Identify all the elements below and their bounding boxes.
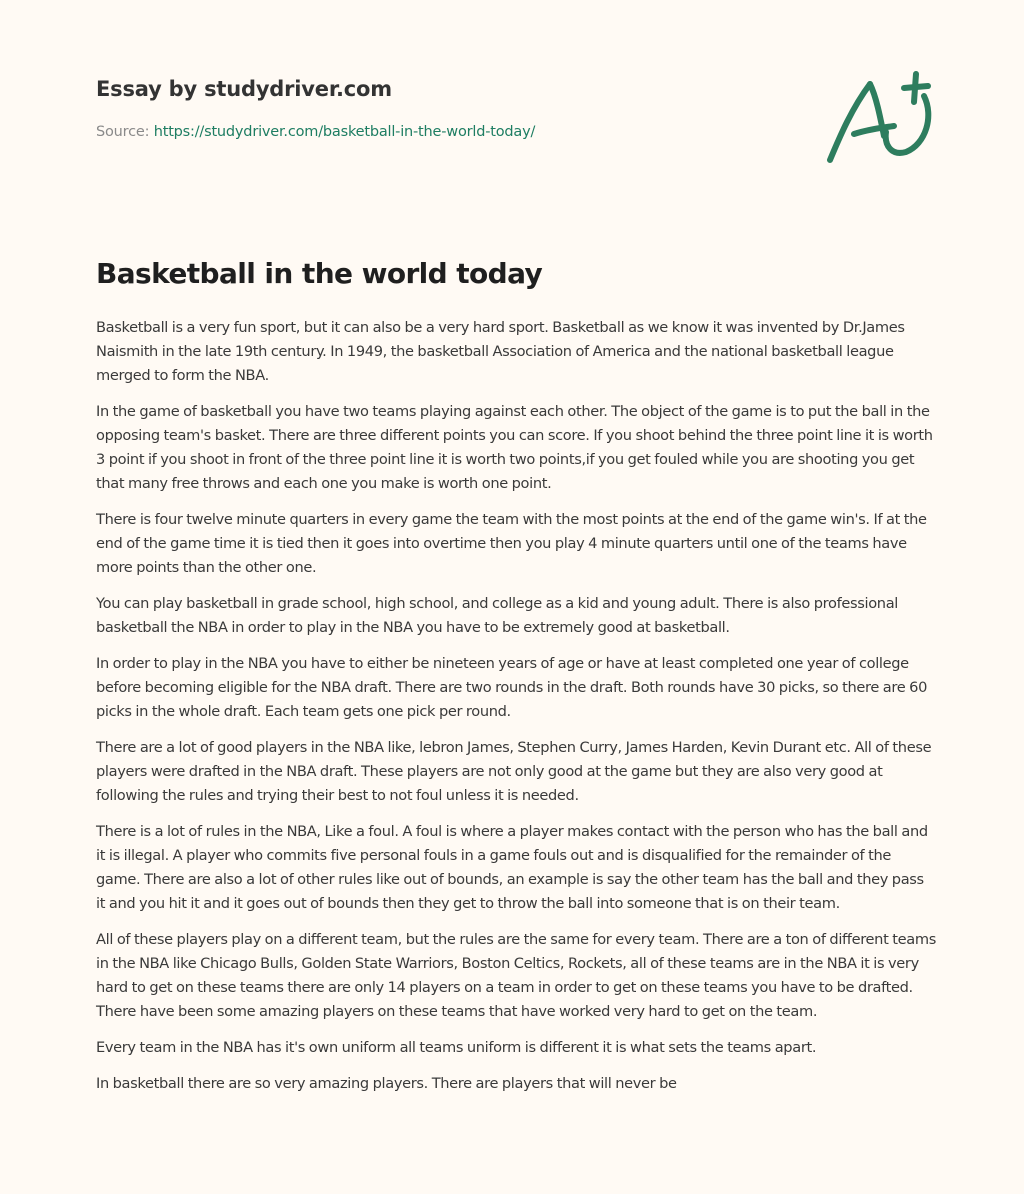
article-title: Basketball in the world today	[96, 257, 543, 290]
paragraph: Basketball is a very fun sport, but it can also be a very hard sport. Basketball as we know it was invented by Dr.James Naismith in the late 19th century. In 1949, the basketball Association of America and the national basketball league merged to form the NBA.	[96, 319, 905, 384]
paragraph: In order to play in the NBA you have to either be nineteen years of age or have at least completed one year of college before becoming eligible for the NBA draft. There are two rounds in the draft. Both rounds have 30 picks, so there are 60 picks in the whole draft. Each team gets one pick per round.	[96, 655, 928, 720]
paragraph: In the game of basketball you have two teams playing against each other. The object of the game is to put the ball in the opposing team's basket. There are three different points you can score. If you shoot behind the three point line it is worth 3 point if you shoot in front of the three point line it is worth two points,if you get fouled while you are shooting you get that many free throws and each one you make is worth one point.	[96, 403, 933, 492]
paragraph: In basketball there are so very amazing players. There are players that will never be	[96, 1075, 677, 1092]
source-label: Source:	[96, 124, 150, 140]
paragraph: There is a lot of rules in the NBA, Like a foul. A foul is where a player makes contact with the person who has the ball and it is illegal. A player who commits five personal fouls in a game fouls out and is disqualified for the remainder of the game. There are also a lot of other rules like out of bounds, an example is say the other team has the ball and they pass it and you hit it and it goes out of bounds then they get to throw the ball into someone that is on their team.	[96, 823, 928, 912]
a-plus-grade-icon	[818, 66, 932, 170]
paragraph: There is four twelve minute quarters in every game the team with the most points at the end of the game win's. If at the end of the game time it is tied then it goes into overtime then you play 4 minute quarters until one of the teams have more points than the other one.	[96, 511, 927, 576]
source-link[interactable]: https://studydriver.com/basketball-in-the-world-today/	[153, 124, 536, 140]
paragraph: You can play basketball in grade school, high school, and college as a kid and young adult. There is also professional basketball the NBA in order to play in the NBA you have to be extremely good at basketball.	[96, 595, 898, 636]
paragraph: All of these players play on a different team, but the rules are the same for every team. There are a ton of different teams in the NBA like Chicago Bulls, Golden State Warriors, Boston Celtics, Rockets, all of these teams are in the NBA it is very hard to get on these teams there are only 14 players on a team in order to get on these teams you have to be drafted. There have been some amazing players on these teams that have worked very hard to get on the team.	[96, 931, 936, 1020]
essay-article	[96, 252, 936, 1108]
site-title: Essay by studydriver.com	[96, 77, 392, 101]
source-line	[96, 122, 796, 142]
paragraph: There are a lot of good players in the NBA like, lebron James, Stephen Curry, James Harden, Kevin Durant etc. All of these players were drafted in the NBA draft. These players are not only good at the game but they are also very good at following the rules and trying their best to not foul unless it is needed.	[96, 739, 932, 804]
paragraph: Every team in the NBA has it's own uniform all teams uniform is different it is what sets the teams apart.	[96, 1039, 817, 1056]
essay-header	[96, 74, 796, 142]
